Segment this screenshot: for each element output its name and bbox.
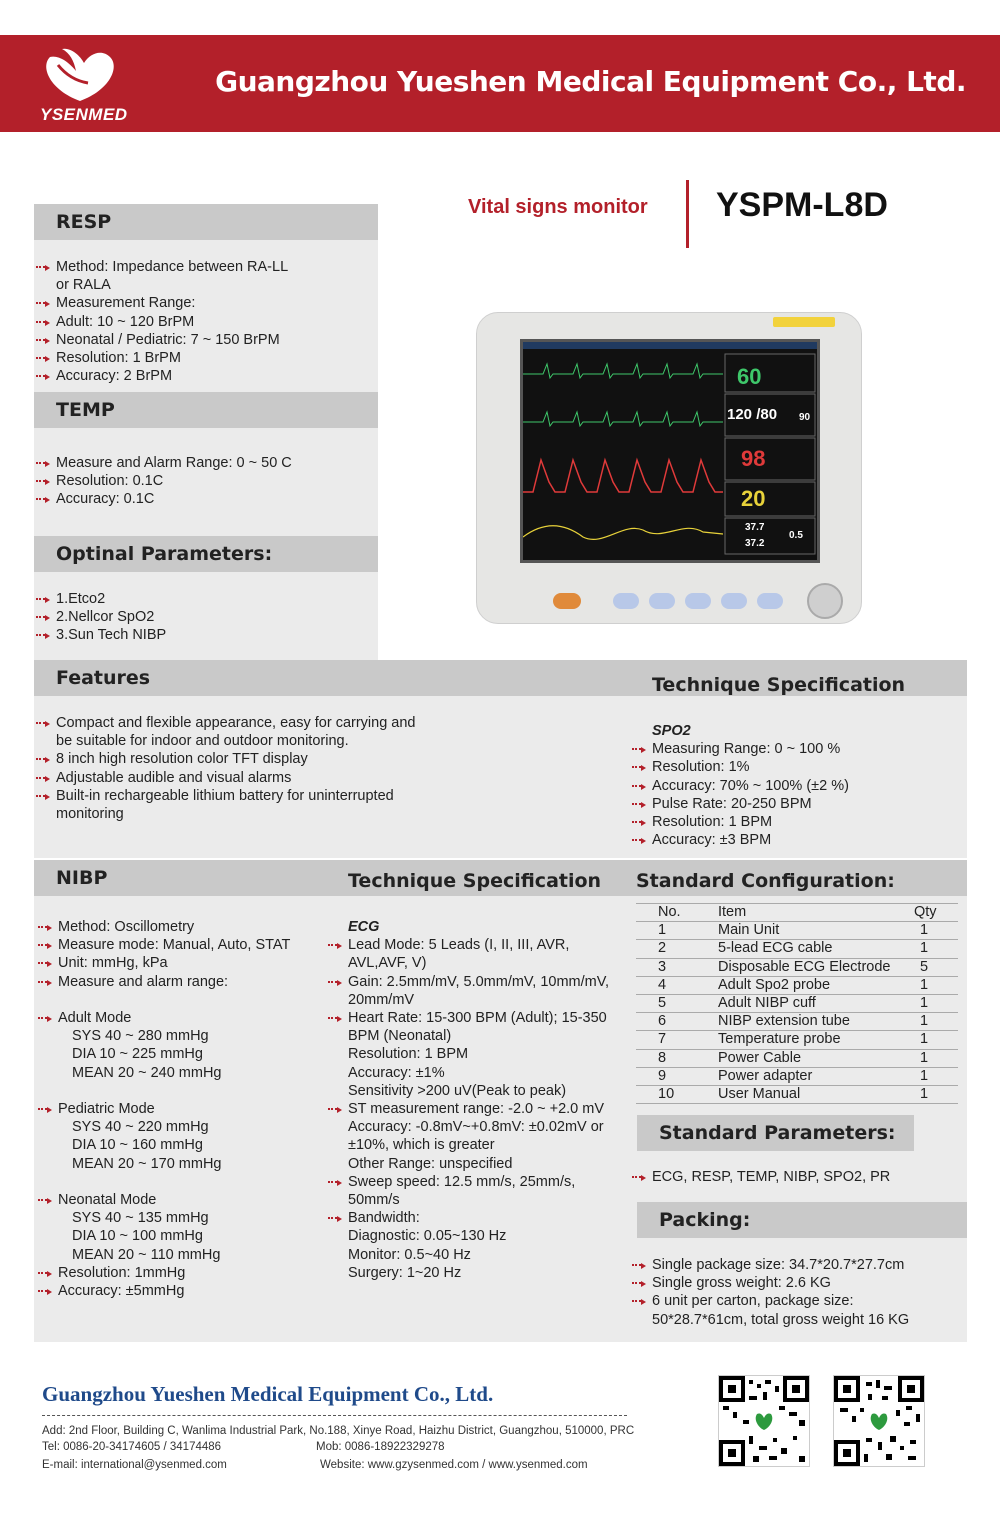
spo2-spec-title: Technique Specification [652, 674, 906, 696]
resp-value: 20 [741, 486, 766, 511]
logo-text: YSENMED [40, 105, 128, 124]
footer-tel: Tel: 0086-20-34174605 / 34174486 [42, 1441, 222, 1453]
list-item: Neonatal Mode [38, 1191, 338, 1209]
hr-value: 60 [737, 364, 762, 389]
list-item: Resolution: 1% [632, 758, 962, 776]
header-banner [0, 35, 1000, 132]
list-item: Accuracy: -0.8mV~+0.8mV: ±0.02mV or [348, 1119, 604, 1136]
list-item: AVL,AVF, V) [348, 955, 427, 972]
footer-company: Guangzhou Yueshen Medical Equipment Co., Ltd. [42, 1382, 494, 1406]
company-logo [40, 45, 150, 125]
temp2-value: 37.2 [745, 538, 765, 549]
footer-email: E-mail: international@ysenmed.com [42, 1459, 227, 1471]
temp-diff-value: 0.5 [789, 530, 803, 541]
list-item: Resolution: 1 BPM [632, 813, 962, 831]
list-item: DIA 10 ~ 225 mmHg [72, 1046, 203, 1063]
qr-code-icon [718, 1375, 810, 1467]
optional-list [36, 590, 366, 645]
monitor-screen [520, 339, 820, 563]
list-item: Monitor: 0.5~40 Hz [348, 1246, 471, 1263]
list-item: MEAN 20 ~ 170 mmHg [72, 1155, 222, 1172]
list-item: Accuracy: 70% ~ 100% (±2 %) [632, 777, 962, 795]
list-item: Accuracy: ±1% [348, 1064, 445, 1081]
list-item: ST measurement range: -2.0 ~ +2.0 mV [328, 1100, 628, 1118]
footer-address: Add: 2nd Floor, Building C, Wanlima Industrial Park, No.188, Xinye Road, Haizhu District, Guangzhou, 510000, PRC [42, 1425, 635, 1437]
list-item: ECG, RESP, TEMP, NIBP, SPO2, PR [632, 1168, 962, 1186]
footer-website: Website: www.gzysenmed.com / www.ysenmed.com [320, 1459, 588, 1471]
ecg-list [328, 918, 628, 1282]
list-item: Built-in rechargeable lithium battery for uninterrupted [36, 787, 456, 805]
list-item: Gain: 2.5mm/mV, 5.0mm/mV, 10mm/mV, [328, 973, 628, 991]
list-item: SYS 40 ~ 220 mmHg [72, 1119, 209, 1136]
rotary-knob [807, 583, 843, 619]
list-item: 3.Sun Tech NIBP [36, 626, 366, 644]
panel-button [721, 593, 747, 609]
list-item: Diagnostic: 0.05~130 Hz [348, 1228, 507, 1245]
packing-title: Packing: [659, 1209, 751, 1231]
list-item: DIA 10 ~ 100 mmHg [72, 1228, 203, 1245]
list-item: Adult Mode [38, 1009, 338, 1027]
features-title: Features [56, 667, 151, 689]
list-item: Resolution: 0.1C [36, 472, 366, 490]
temp-title: TEMP [56, 399, 115, 421]
config-table [636, 903, 958, 1104]
resp-header [34, 204, 378, 240]
list-item: Bandwidth: [328, 1209, 628, 1227]
panel-button [685, 593, 711, 609]
list-item: Other Range: unspecified [348, 1155, 513, 1172]
packing-list [632, 1256, 962, 1329]
list-item: Neonatal / Pediatric: 7 ~ 150 BrPM [36, 331, 366, 349]
list-item: Accuracy: 0.1C [36, 490, 366, 508]
spo2-list [632, 722, 962, 849]
product-model: YSPM-L8D [716, 186, 888, 224]
temp1-value: 37.7 [745, 522, 765, 533]
list-item: Single gross weight: 2.6 KG [632, 1274, 962, 1292]
qr-code-icon [833, 1375, 925, 1467]
monitor-product-image [476, 312, 862, 624]
list-item: Resolution: 1mmHg [38, 1264, 338, 1282]
std-params-list [632, 1168, 962, 1186]
list-item: Measure and Alarm Range: 0 ~ 50 C [36, 454, 366, 472]
product-name: Vital signs monitor [468, 196, 648, 218]
spo2-value: 98 [741, 446, 766, 471]
std-params-title: Standard Parameters: [659, 1122, 896, 1144]
alarm-light [773, 317, 835, 327]
waveform-display [523, 342, 817, 560]
temp-header [34, 392, 378, 428]
list-item: Measuring Range: 0 ~ 100 % [632, 740, 962, 758]
table-header: Item [718, 904, 914, 922]
list-item: Accuracy: 2 BrPM [36, 367, 366, 385]
list-item [38, 1082, 338, 1100]
features-list [36, 714, 456, 823]
list-item: Measure and alarm range: [38, 973, 338, 991]
list-item: Adjustable audible and visual alarms [36, 769, 456, 787]
list-item: Sweep speed: 12.5 mm/s, 25mm/s, [328, 1173, 628, 1191]
list-item: Pediatric Mode [38, 1100, 338, 1118]
list-item: Method: Oscillometry [38, 918, 338, 936]
list-item: 6 unit per carton, package size: [632, 1292, 962, 1310]
ecg-spec-title: Technique Specification [348, 870, 602, 892]
packing-header [637, 1202, 967, 1238]
table-header: Qty [914, 904, 958, 922]
list-item: Accuracy: ±3 BPM [632, 831, 962, 849]
list-item: monitoring [56, 806, 124, 823]
footer-mob: Mob: 0086-18922329278 [316, 1441, 445, 1453]
nibp-mean-value: 90 [799, 412, 811, 423]
list-item: Adult: 10 ~ 120 BrPM [36, 313, 366, 331]
list-item: Resolution: 1 BPM [348, 1046, 469, 1063]
list-item: Pulse Rate: 20-250 BPM [632, 795, 962, 813]
title-divider [686, 180, 689, 248]
spo2-subtitle: SPO2 [652, 723, 691, 739]
list-item: Compact and flexible appearance, easy for carrying and [36, 714, 456, 732]
list-item: 2.Nellcor SpO2 [36, 608, 366, 626]
table-row: 3 Disposable ECG Electrode 5 [636, 958, 958, 976]
list-item: SYS 40 ~ 135 mmHg [72, 1210, 209, 1227]
std-params-header [637, 1115, 914, 1151]
list-item: Measure mode: Manual, Auto, STAT [38, 936, 338, 954]
heart-logo-icon [40, 45, 120, 105]
list-item: BPM (Neonatal) [348, 1028, 452, 1045]
list-item: Surgery: 1~20 Hz [348, 1264, 462, 1281]
table-row: 8 Power Cable 1 [636, 1049, 958, 1067]
list-item: be suitable for indoor and outdoor monitoring. [56, 733, 349, 750]
panel-button [649, 593, 675, 609]
nibp-title: NIBP [56, 867, 108, 889]
list-item: Heart Rate: 15-300 BPM (Adult); 15-350 [328, 1009, 628, 1027]
list-item: Method: Impedance between RA-LL [36, 258, 366, 276]
resp-list [36, 258, 366, 385]
list-item: MEAN 20 ~ 240 mmHg [72, 1064, 222, 1081]
company-name: Guangzhou Yueshen Medical Equipment Co., Ltd. [215, 65, 966, 98]
list-item: Lead Mode: 5 Leads (I, II, III, AVR, [328, 936, 628, 954]
list-item: 8 inch high resolution color TFT display [36, 750, 456, 768]
table-header-row [636, 904, 958, 922]
list-item: SYS 40 ~ 280 mmHg [72, 1028, 209, 1045]
list-item: DIA 10 ~ 160 mmHg [72, 1137, 203, 1154]
footer-divider [42, 1415, 627, 1416]
panel-button [757, 593, 783, 609]
list-item: Measurement Range: [36, 294, 366, 312]
list-item: ±10%, which is greater [348, 1137, 495, 1154]
nibp-value: 120 /80 [727, 406, 778, 423]
config-title: Standard Configuration: [636, 870, 895, 892]
list-item: Single package size: 34.7*20.7*27.7cm [632, 1256, 962, 1274]
table-row: 4 Adult Spo2 probe 1 [636, 976, 958, 994]
resp-title: RESP [56, 211, 112, 233]
table-row: 10 User Manual 1 [636, 1085, 958, 1103]
panel-button [613, 593, 639, 609]
list-item: 1.Etco2 [36, 590, 366, 608]
list-item: Unit: mmHg, kPa [38, 954, 338, 972]
table-row: 5 Adult NIBP cuff 1 [636, 994, 958, 1012]
list-item: or RALA [56, 277, 111, 294]
list-item [38, 1173, 338, 1191]
optional-title: Optinal Parameters: [56, 543, 273, 565]
list-item [38, 991, 338, 1009]
optional-header [34, 536, 378, 572]
list-item: 50*28.7*61cm, total gross weight 16 KG [652, 1311, 910, 1328]
list-item: 20mm/mV [348, 991, 415, 1008]
table-row: 6 NIBP extension tube 1 [636, 1013, 958, 1031]
nibp-list [38, 918, 338, 1300]
list-item: Resolution: 1 BrPM [36, 349, 366, 367]
table-header: No. [636, 904, 718, 922]
temp-list [36, 454, 366, 509]
ecg-subtitle: ECG [348, 919, 380, 935]
power-button [553, 593, 581, 609]
table-row: 2 5-lead ECG cable 1 [636, 940, 958, 958]
list-item: MEAN 20 ~ 110 mmHg [72, 1246, 221, 1263]
table-row: 7 Temperature probe 1 [636, 1031, 958, 1049]
list-item: Sensitivity >200 uV(Peak to peak) [348, 1082, 567, 1099]
table-row: 1 Main Unit 1 [636, 922, 958, 940]
list-item: 50mm/s [348, 1192, 400, 1209]
table-row: 9 Power adapter 1 [636, 1067, 958, 1085]
list-item: Accuracy: ±5mmHg [38, 1282, 338, 1300]
